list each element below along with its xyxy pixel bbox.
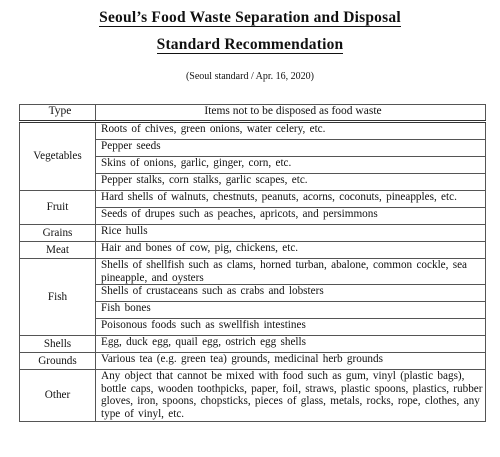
item-cell: Shells of crustaceans such as crabs and lobsters (96, 285, 486, 302)
item-cell: Hard shells of walnuts, chestnuts, peanuts, acorns, coconuts, pineapples, etc. (96, 191, 486, 208)
item-cell: Poisonous foods such as swellfish intestines (96, 319, 486, 336)
item-cell: Roots of chives, green onions, water celery, etc. (96, 122, 486, 140)
item-cell: Any object that cannot be mixed with food such as gum, vinyl (plastic bags), bottle caps, wooden toothpicks, paper, foil, straws, plastic spoons, plastics, rubber gloves, iron, spoons, chopsticks, pieces of glass, metals, rocks, rope, clothes, any type of vinyl, etc. (96, 370, 486, 421)
title-line-2: Standard Recommendation (156, 36, 344, 53)
item-cell: Seeds of drupes such as peaches, apricots, and persimmons (96, 208, 486, 225)
table-row (20, 353, 486, 370)
item-cell: Skins of onions, garlic, ginger, corn, etc. (96, 157, 486, 174)
title-line-1: Seoul’s Food Waste Separation and Disposal (99, 9, 401, 26)
table-row (20, 191, 486, 208)
table-row (20, 242, 486, 259)
subtitle: (Seoul standard / Apr. 16, 2020) (185, 71, 315, 82)
item-cell: Pepper seeds (96, 140, 486, 157)
header-type: Type (20, 105, 96, 122)
item-cell: Egg, duck egg, quail egg, ostrich egg shells (96, 336, 486, 353)
table-row (20, 370, 486, 421)
type-cell-vegetables: Vegetables (20, 122, 96, 191)
item-cell: Rice hulls (96, 225, 486, 242)
type-cell-grains: Grains (20, 225, 96, 242)
item-cell: Fish bones (96, 302, 486, 319)
type-cell-shells: Shells (20, 336, 96, 353)
table-row (20, 336, 486, 353)
type-cell-grounds: Grounds (20, 353, 96, 370)
table-row (20, 225, 486, 242)
item-cell: Shells of shellfish such as clams, horned turban, abalone, common cockle, sea pineapple, and oysters (96, 259, 486, 285)
table-header-row (20, 105, 486, 122)
item-cell: Hair and bones of cow, pig, chickens, etc. (96, 242, 486, 259)
type-cell-fruit: Fruit (20, 191, 96, 225)
waste-table (19, 104, 486, 422)
type-cell-meat: Meat (20, 242, 96, 259)
table-row (20, 122, 486, 140)
type-cell-fish: Fish (20, 259, 96, 336)
item-cell: Various tea (e.g. green tea) grounds, medicinal herb grounds (96, 353, 486, 370)
header-items: Items not to be disposed as food waste (96, 105, 486, 122)
table-row (20, 259, 486, 285)
item-cell: Pepper stalks, corn stalks, garlic scapes, etc. (96, 174, 486, 191)
type-cell-other: Other (20, 370, 96, 421)
